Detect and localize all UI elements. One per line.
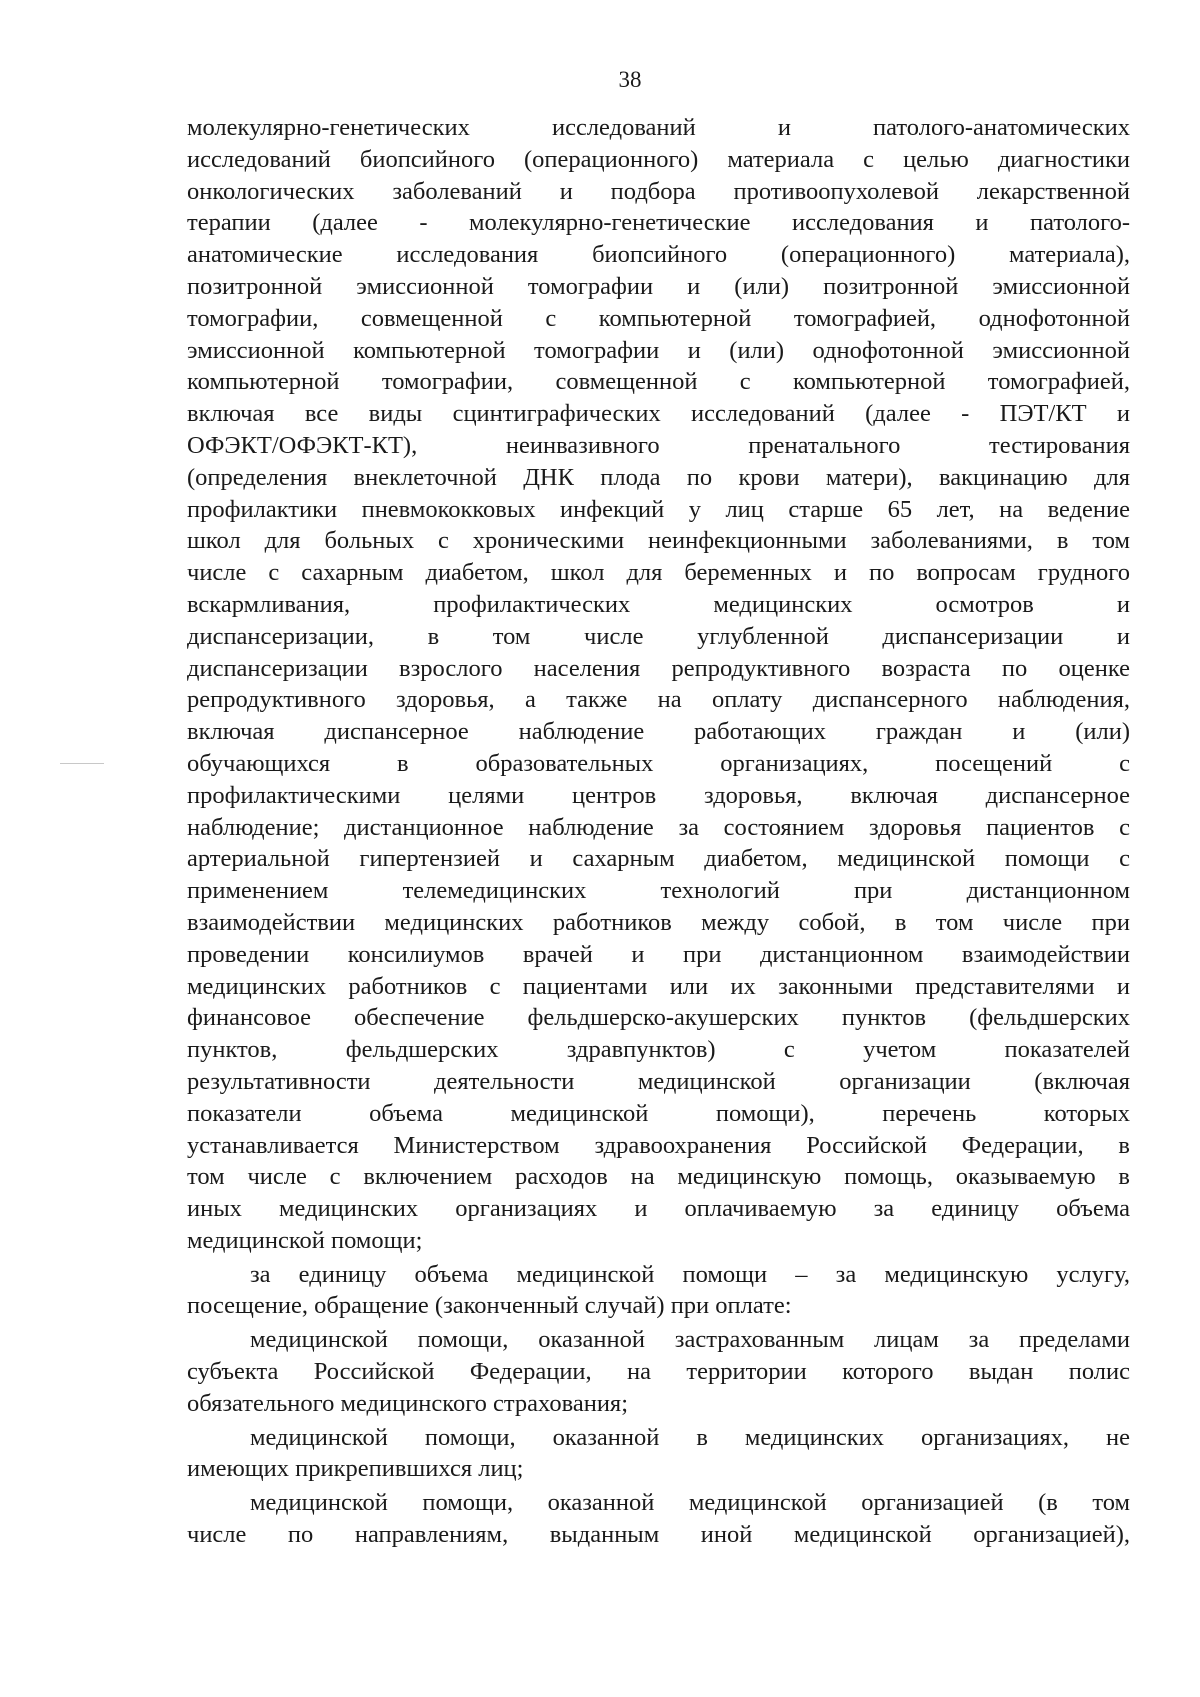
text-line: числе по направлениям, выданным иной медицинской организацией), xyxy=(187,1521,1130,1549)
text-line: молекулярно-генетических исследований и патолого-анатомических xyxy=(187,114,1130,141)
text-line: обязательного медицинского страхования; xyxy=(187,1389,628,1417)
text-line: посещение, обращение (законченный случай) при оплате: xyxy=(187,1292,792,1320)
paragraph xyxy=(187,1324,1130,1419)
paragraph xyxy=(187,1422,1130,1486)
text-line: показатели объема медицинской помощи), перечень которых xyxy=(187,1099,1130,1127)
text-line: пунктов, фельдшерских здравпунктов) с учетом показателей xyxy=(187,1036,1130,1064)
text-line: проведении консилиумов врачей и при дистанционном взаимодействии xyxy=(187,940,1130,968)
text-line: (определения внеклеточной ДНК плода по крови матери), вакцинацию для xyxy=(187,463,1130,491)
text-line: исследований биопсийного (операционного) материала с целью диагностики xyxy=(187,145,1130,173)
text-line: томографии, совмещенной с компьютерной томографией, однофотонной xyxy=(187,304,1130,332)
document-body xyxy=(187,112,1130,1551)
text-line: медицинских работников с пациентами или их законными представителями и xyxy=(187,972,1130,1000)
text-line: за единицу объема медицинской помощи – за медицинскую услугу, xyxy=(250,1260,1130,1288)
text-line: эмиссионной компьютерной томографии и (или) однофотонной эмиссионной xyxy=(187,336,1130,364)
text-line: медицинской помощи, оказанной застрахованным лицам за пределами xyxy=(250,1326,1130,1354)
text-line: медицинской помощи, оказанной медицинской организацией (в том xyxy=(250,1489,1130,1517)
scan-artifact xyxy=(60,763,104,764)
text-line: имеющих прикрепившихся лиц; xyxy=(187,1455,524,1483)
text-line: диспансеризации, в том числе углубленной диспансеризации и xyxy=(187,622,1130,650)
text-line: профилактики пневмококковых инфекций у лиц старше 65 лет, на ведение xyxy=(187,495,1130,523)
text-line: включая все виды сцинтиграфических исследований (далее - ПЭТ/КТ и xyxy=(187,400,1130,428)
text-line: компьютерной томографии, совмещенной с компьютерной томографией, xyxy=(187,368,1130,396)
text-line: числе с сахарным диабетом, школ для беременных и по вопросам грудного xyxy=(187,559,1130,587)
text-line: устанавливается Министерством здравоохранения Российской Федерации, в xyxy=(187,1131,1130,1159)
text-line: анатомические исследования биопсийного (операционного) материала), xyxy=(187,241,1130,269)
text-line: ОФЭКТ/ОФЭКТ-КТ), неинвазивного пренатального тестирования xyxy=(187,431,1130,459)
text-line: позитронной эмиссионной томографии и (или) позитронной эмиссионной xyxy=(187,272,1130,300)
text-line: онкологических заболеваний и подбора противоопухолевой лекарственной xyxy=(187,177,1130,205)
text-line: медицинской помощи; xyxy=(187,1226,423,1254)
text-line: репродуктивного здоровья, а также на оплату диспансерного наблюдения, xyxy=(187,686,1130,714)
text-line: профилактическими целями центров здоровья, включая диспансерное xyxy=(187,781,1130,809)
paragraph xyxy=(187,1259,1130,1323)
text-line: вскармливания, профилактических медицинских осмотров и xyxy=(187,590,1130,618)
text-line: иных медицинских организациях и оплачиваемую за единицу объема xyxy=(187,1195,1130,1223)
paragraph xyxy=(187,1487,1130,1551)
text-line: артериальной гипертензией и сахарным диабетом, медицинской помощи с xyxy=(187,845,1130,873)
page-number: 38 xyxy=(618,67,642,92)
text-line: результативности деятельности медицинской организации (включая xyxy=(187,1067,1130,1095)
text-line: медицинской помощи, оказанной в медицинских организациях, не xyxy=(250,1423,1130,1451)
text-line: финансовое обеспечение фельдшерско-акушерских пунктов (фельдшерских xyxy=(187,1004,1130,1032)
text-line: включая диспансерное наблюдение работающих граждан и (или) xyxy=(187,718,1130,746)
text-line: обучающихся в образовательных организациях, посещений с xyxy=(187,749,1130,777)
text-line: том числе с включением расходов на медицинскую помощь, оказываемую в xyxy=(187,1163,1130,1191)
text-line: субъекта Российской Федерации, на территории которого выдан полис xyxy=(187,1358,1130,1386)
text-line: школ для больных с хроническими неинфекционными заболеваниями, в том xyxy=(187,527,1130,555)
text-line: применением телемедицинских технологий при дистанционном xyxy=(187,877,1130,905)
text-line: диспансеризации взрослого населения репродуктивного возраста по оценке xyxy=(187,654,1130,682)
text-line: взаимодействии медицинских работников между собой, в том числе при xyxy=(187,908,1130,936)
text-line: наблюдение; дистанционное наблюдение за состоянием здоровья пациентов с xyxy=(187,813,1130,841)
paragraph xyxy=(187,112,1130,1257)
text-line: терапии (далее - молекулярно-генетические исследования и патолого- xyxy=(187,209,1130,237)
